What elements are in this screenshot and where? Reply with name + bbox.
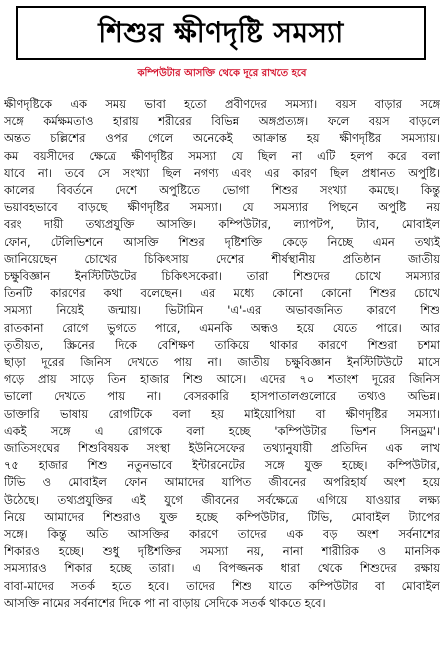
- article-body-line: তৃতীয়ত, স্ক্রিনের দিকে বেশিক্ষণ তাকিয়ে থাকার কারণে শিশুরা চশমা: [4, 337, 440, 352]
- article-body-line: অন্তত চল্লিশের ওপর গেলে অনেকেই আক্রান্ত হয় ক্ষীণদৃষ্টির সমস্যায়।: [4, 131, 440, 146]
- article-body-line: ডাক্তারি ভাষায় রোগটিকে বলা হয় মাইয়োপিয়া বা ক্ষীণদৃষ্টির সমস্যা।: [4, 406, 440, 421]
- headline-box: [16, 6, 426, 60]
- article-body-line: রাতকানা রোগে ভুগতে পারে, এমনকি অন্ধও হয়ে যেতে পারে। আর: [4, 320, 440, 335]
- article-body-line: ছাড়া দূরের জিনিস দেখতে পায় না। জাতীয় চক্ষুবিজ্ঞান ইনস্টিটিউটে মাসে: [4, 355, 440, 370]
- article-body-line: উঠেছে। তথ্যপ্রযুক্তির এই যুগে জীবনের সর্বক্ষেত্রে এগিয়ে যাওয়ার লক্ষ্য: [4, 492, 440, 507]
- article-body-line: কম বয়সীদের ক্ষেত্রে ক্ষীণদৃষ্টির সমস্যা যে ছিল না এটি হলপ করে বলা: [4, 148, 440, 163]
- article-body-line: আসক্তি নামের সর্বনাশের দিকে পা না বাড়ায় সেদিকে সতর্ক থাকতে হবে।: [4, 595, 326, 610]
- article-body-line: বাবা-মাদের সতর্ক হতে হবে। তাদের শিশু যাতে কম্পিউটার বা মোবাইল: [4, 578, 440, 593]
- article-body-line: গড়ে প্রায় সাড়ে তিন হাজার শিশু আসে। এদের ৭০ শতাংশ দূরের জিনিস: [4, 372, 440, 387]
- article-body-line: ভালো দেখতে পায় না। বেসরকারি হাসপাতালগুলোরে তথ্যও অভিন্ন।: [4, 389, 440, 404]
- article-body-line: জানিয়েছেন চোখের চিকিৎসায় দেশের শীর্ষস্থানীয় প্রতিষ্ঠান জাতীয়: [4, 251, 440, 266]
- article-body-line: সঙ্গে। কিন্তু অতি আসক্তির কারণে তাদের এক বড় অংশ সর্বনাশের: [4, 527, 440, 542]
- article-body-line: নিয়ে আমাদের শিশুরাও যুক্ত হচ্ছে কম্পিউটার, টিভি, মোবাইল ট্যাপের: [4, 509, 440, 524]
- subheadline: কম্পিউটার আসক্তি থেকে দূরে রাখতে হবে: [137, 68, 307, 79]
- article-body-line: টিভি ও মোবাইল ফোন আমাদের যাপিত জীবনের অপরিহার্য অংশ হয়ে: [4, 475, 440, 490]
- article-body-line: জাতিসংঘের শিশুবিষয়ক সংস্থা ইউনিসেফের তথ্যানুযায়ী প্রতিদিন এক লাখ: [4, 441, 440, 456]
- article-body-line: ফোন, টেলিভিশনে আসক্তি শিশুর দৃষ্টিশক্তি কেড়ে নিচ্ছে এমন তথ্যই: [4, 234, 440, 249]
- headline: শিশুর ক্ষীণদৃষ্টি সমস্যা: [98, 16, 344, 49]
- article-body-line: কালের বিবর্তনে দেশে অপুষ্টিতে ভোগা শিশুর সংখ্যা কমছে। কিন্তু: [4, 183, 440, 198]
- article-body-line: যাবে না। তবে সে সংখ্যা ছিল নগণ্য এবং এর কারণ ছিল প্রধানত অপুষ্টি।: [4, 165, 440, 180]
- article-body-line: ভয়াবহভাবে বাড়ছে ক্ষীণদৃষ্টির সমস্যা। যে সমস্যার পিছনে অপুষ্টি নয়: [4, 200, 440, 215]
- article-body-line: শিকারও হচ্ছে। শুধু দৃষ্টিশক্তির সমস্যা নয়, নানা শারীরিক ও মানসিক: [4, 544, 440, 559]
- article-body-line: চক্ষুবিজ্ঞান ইনস্টিটিউটের চিকিৎসকেরা। তারা শিশুদের চোখে সমস্যার: [4, 269, 440, 284]
- article-body-line: সঙ্গে কর্মক্ষমতাও হারায় শরীরের বিভিন্ন অঙ্গপ্রত্যঙ্গ। ফলে বয়স বাড়লে: [4, 114, 440, 129]
- article-body-line: সমস্যারও শিকার হচ্ছে তারা। এ বিপজ্জনক ধারা থেকে শিশুদের রক্ষায়: [4, 561, 440, 576]
- article-body-line: ক্ষীণদৃষ্টিকে এক সময় ভাবা হতো প্রবীণদের সমস্যা। বয়স বাড়ার সঙ্গে: [4, 97, 440, 111]
- article-body-line: একই সঙ্গে এ রোগকে বলা হচ্ছে 'কম্পিউটার ভিশন সিনড্রম'।: [4, 423, 440, 438]
- article-body-line: বরং দায়ী তথ্যপ্রযুক্তি আসক্তি। কম্পিউটার, ল্যাপটপ, ট্যাব, মোবাইল: [4, 217, 440, 232]
- article-body-line: ৭৫ হাজার শিশু নতুনভাবে ইন্টারনেটের সঙ্গে যুক্ত হচ্ছে। কম্পিউটার,: [4, 458, 440, 473]
- article-body: [4, 96, 440, 612]
- article-body-line: তিনটি কারণের কথা বলেছেন। এর মধ্যে কোনো কোনো শিশুর চোখে: [4, 286, 440, 301]
- article-body-line: সমস্যা নিয়েই জন্মায়। ভিটামিন 'এ'-এর অভাবজনিত কারণে শিশু: [4, 303, 440, 318]
